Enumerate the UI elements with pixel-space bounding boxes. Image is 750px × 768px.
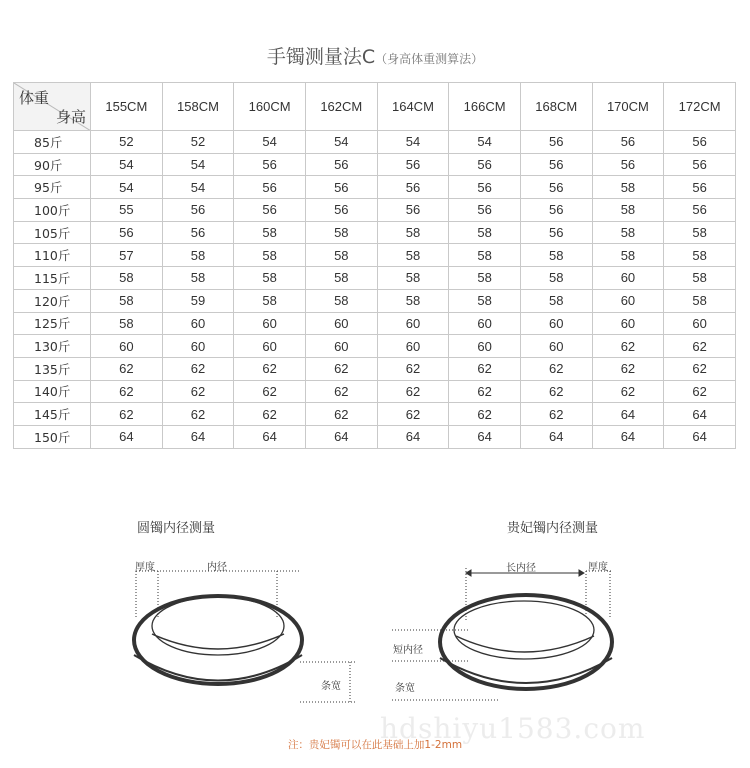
size-cell: 60: [449, 312, 521, 335]
size-cell: 62: [592, 357, 664, 380]
size-cell: 58: [664, 267, 736, 290]
corner-height-label: 身高: [55, 108, 86, 126]
size-cell: 62: [664, 380, 736, 403]
size-cell: 54: [91, 176, 163, 199]
page-title: 手镯测量法C: [266, 46, 376, 68]
size-cell: 58: [520, 244, 592, 267]
size-cell: 58: [234, 221, 306, 244]
column-header: 164CM: [377, 83, 449, 131]
size-cell: 58: [449, 267, 521, 290]
footnote: 注：贵妃镯可以在此基础上加1-2mm: [287, 739, 463, 751]
size-cell: 62: [377, 403, 449, 426]
row-weight-label: 145斤: [14, 403, 91, 426]
size-cell: 52: [91, 131, 163, 154]
row-weight-label: 85斤: [14, 131, 91, 154]
size-cell: 60: [520, 312, 592, 335]
size-cell: 58: [592, 176, 664, 199]
size-cell: 58: [377, 221, 449, 244]
size-cell: 60: [162, 335, 234, 358]
size-cell: 64: [449, 425, 521, 448]
size-cell: 58: [305, 221, 377, 244]
watermark: hdshiyu1583.com: [380, 712, 646, 745]
size-cell: 56: [664, 199, 736, 222]
size-cell: 60: [234, 312, 306, 335]
size-cell: 60: [592, 289, 664, 312]
size-cell: 60: [377, 335, 449, 358]
size-cell: 58: [520, 267, 592, 290]
size-cell: 64: [91, 425, 163, 448]
size-cell: 64: [305, 425, 377, 448]
size-cell: 56: [664, 153, 736, 176]
size-cell: 62: [305, 403, 377, 426]
column-header: 170CM: [592, 83, 664, 131]
size-cell: 60: [305, 312, 377, 335]
page-subtitle: （身高体重测算法）: [375, 52, 484, 66]
size-cell: 62: [592, 335, 664, 358]
size-cell: 62: [162, 357, 234, 380]
row-weight-label: 95斤: [14, 176, 91, 199]
size-cell: 54: [162, 176, 234, 199]
size-cell: 62: [162, 403, 234, 426]
size-cell: 56: [449, 153, 521, 176]
size-cell: 58: [91, 289, 163, 312]
size-cell: 60: [520, 335, 592, 358]
size-cell: 56: [520, 153, 592, 176]
size-cell: 58: [234, 289, 306, 312]
size-cell: 52: [162, 131, 234, 154]
size-cell: 56: [520, 221, 592, 244]
size-cell: 56: [234, 153, 306, 176]
size-cell: 58: [592, 199, 664, 222]
size-cell: 56: [592, 131, 664, 154]
size-cell: 56: [520, 176, 592, 199]
size-cell: 60: [664, 312, 736, 335]
size-cell: 57: [91, 244, 163, 267]
oval-short-inner-label: 短内径: [393, 645, 423, 656]
size-cell: 64: [520, 425, 592, 448]
size-cell: 60: [592, 267, 664, 290]
size-cell: 62: [91, 380, 163, 403]
size-cell: 56: [305, 176, 377, 199]
size-cell: 64: [377, 425, 449, 448]
size-cell: 58: [234, 244, 306, 267]
size-cell: 56: [449, 199, 521, 222]
size-cell: 56: [449, 176, 521, 199]
row-weight-label: 100斤: [14, 199, 91, 222]
size-cell: 62: [520, 380, 592, 403]
size-cell: 58: [162, 244, 234, 267]
size-cell: 58: [91, 312, 163, 335]
size-cell: 54: [377, 131, 449, 154]
round-inner-diameter-label: 内径: [207, 562, 227, 573]
size-cell: 56: [592, 153, 664, 176]
row-weight-label: 90斤: [14, 153, 91, 176]
size-cell: 62: [91, 403, 163, 426]
size-cell: 56: [664, 176, 736, 199]
size-cell: 62: [520, 403, 592, 426]
row-weight-label: 115斤: [14, 267, 91, 290]
oval-thickness-label: 厚度: [588, 562, 608, 573]
size-cell: 60: [449, 335, 521, 358]
size-cell: 56: [234, 199, 306, 222]
size-cell: 58: [449, 244, 521, 267]
size-cell: 54: [449, 131, 521, 154]
column-header: 160CM: [234, 83, 306, 131]
row-weight-label: 140斤: [14, 380, 91, 403]
size-cell: 56: [305, 153, 377, 176]
size-cell: 58: [449, 221, 521, 244]
row-weight-label: 120斤: [14, 289, 91, 312]
size-cell: 62: [234, 357, 306, 380]
size-cell: 56: [162, 199, 234, 222]
size-cell: 56: [377, 176, 449, 199]
size-cell: 56: [377, 153, 449, 176]
size-cell: 62: [520, 357, 592, 380]
size-cell: 64: [592, 425, 664, 448]
size-cell: 55: [91, 199, 163, 222]
size-cell: 62: [592, 380, 664, 403]
size-cell: 58: [592, 244, 664, 267]
size-cell: 64: [234, 425, 306, 448]
size-cell: 54: [91, 153, 163, 176]
size-cell: 58: [664, 289, 736, 312]
oval-band-width-label: 条宽: [395, 683, 415, 694]
size-cell: 59: [162, 289, 234, 312]
size-cell: 62: [449, 403, 521, 426]
row-weight-label: 150斤: [14, 425, 91, 448]
size-cell: 58: [162, 267, 234, 290]
size-cell: 54: [234, 131, 306, 154]
size-cell: 58: [520, 289, 592, 312]
size-cell: 62: [664, 357, 736, 380]
oval-long-inner-label: 长内径: [506, 563, 536, 574]
size-cell: 58: [377, 267, 449, 290]
column-header: 158CM: [162, 83, 234, 131]
column-header: 155CM: [91, 83, 163, 131]
size-cell: 60: [592, 312, 664, 335]
round-band-width-label: 条宽: [321, 681, 341, 692]
size-cell: 64: [592, 403, 664, 426]
corner-weight-label: 体重: [19, 89, 50, 107]
oval-bangle-title: 贵妃镯内径测量: [507, 521, 599, 536]
row-weight-label: 130斤: [14, 335, 91, 358]
row-weight-label: 105斤: [14, 221, 91, 244]
round-thickness-label: 厚度: [135, 562, 155, 573]
size-cell: 64: [162, 425, 234, 448]
column-header: 162CM: [305, 83, 377, 131]
size-cell: 56: [520, 199, 592, 222]
size-cell: 64: [664, 425, 736, 448]
size-cell: 58: [377, 244, 449, 267]
size-cell: 54: [162, 153, 234, 176]
size-cell: 60: [377, 312, 449, 335]
row-weight-label: 125斤: [14, 312, 91, 335]
round-bangle-title: 圆镯内径测量: [137, 521, 216, 536]
size-cell: 58: [377, 289, 449, 312]
size-cell: 62: [162, 380, 234, 403]
size-cell: 56: [377, 199, 449, 222]
size-cell: 54: [305, 131, 377, 154]
row-weight-label: 110斤: [14, 244, 91, 267]
size-cell: 58: [305, 244, 377, 267]
size-cell: 56: [305, 199, 377, 222]
size-cell: 56: [664, 131, 736, 154]
size-cell: 58: [91, 267, 163, 290]
size-cell: 62: [91, 357, 163, 380]
size-cell: 56: [234, 176, 306, 199]
size-cell: 62: [305, 357, 377, 380]
size-cell: 58: [664, 221, 736, 244]
size-cell: 62: [305, 380, 377, 403]
size-cell: 62: [377, 380, 449, 403]
size-cell: 58: [234, 267, 306, 290]
size-cell: 58: [305, 267, 377, 290]
column-header: 168CM: [520, 83, 592, 131]
column-header: 172CM: [664, 83, 736, 131]
size-cell: 62: [234, 403, 306, 426]
size-cell: 56: [520, 131, 592, 154]
size-cell: 60: [305, 335, 377, 358]
size-cell: 60: [234, 335, 306, 358]
size-cell: 62: [449, 380, 521, 403]
size-cell: 56: [91, 221, 163, 244]
size-cell: 62: [377, 357, 449, 380]
size-cell: 58: [305, 289, 377, 312]
size-cell: 58: [592, 221, 664, 244]
size-cell: 62: [664, 335, 736, 358]
size-cell: 62: [234, 380, 306, 403]
size-cell: 62: [449, 357, 521, 380]
size-cell: 60: [91, 335, 163, 358]
size-cell: 58: [449, 289, 521, 312]
size-cell: 56: [162, 221, 234, 244]
column-header: 166CM: [449, 83, 521, 131]
size-cell: 64: [664, 403, 736, 426]
row-weight-label: 135斤: [14, 357, 91, 380]
size-cell: 60: [162, 312, 234, 335]
size-cell: 58: [664, 244, 736, 267]
